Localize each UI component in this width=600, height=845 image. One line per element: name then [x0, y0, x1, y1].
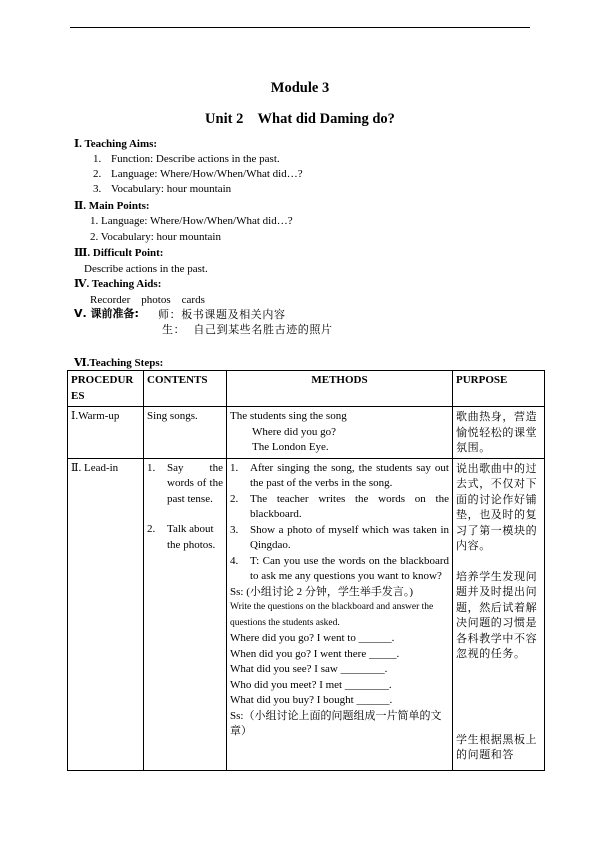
warmup-purpose: 歌曲热身，营造愉悦轻松的课堂氛围。 [453, 407, 545, 459]
difficult-point-heading: Ⅲ. Difficult Point: [74, 247, 164, 259]
table-header-row [68, 371, 545, 407]
header-purpose: PURPOSE [453, 371, 545, 407]
leadin-procedure: Ⅱ. Lead-in [68, 458, 144, 770]
aims-heading: Ⅰ. Teaching Aims: [74, 138, 158, 150]
leadin-method-text: Show a photo of myself which was taken in Qingdao. [250, 523, 449, 551]
leadin-content-num: 1. [147, 461, 156, 474]
warmup-method-line: Where did you go? [252, 425, 336, 438]
difficult-point-text: Describe actions in the past. [84, 263, 208, 275]
leadin-ss-note: Ss: (小组讨论 2 分钟，学生举手发言。) [230, 585, 414, 598]
leadin-content-item [147, 461, 223, 508]
main-point-item: 2. Vocabulary: hour mountain [90, 231, 221, 243]
leadin-method-num: 4. [230, 554, 239, 567]
aims-item-num: 3. [93, 183, 102, 195]
header-contents: CONTENTS [144, 371, 227, 407]
aims-item [93, 182, 231, 196]
aids-text: Recorder photos cards [90, 294, 205, 306]
leadin-method-text: T: Can you use the words on the blackboard to ask me any questions you want to know? [250, 554, 449, 582]
leadin-ss-note2: Ss:（小组讨论上面的问题组成一片简单的文章） [230, 709, 442, 737]
aids-heading: Ⅳ. Teaching Aids: [74, 278, 162, 290]
header-procedures-text: PROCEDURES [71, 374, 134, 402]
header-procedures [68, 371, 144, 407]
leadin-question: When did you go? I went there _____. [230, 647, 400, 660]
warmup-procedure: Ⅰ.Warm-up [68, 407, 144, 459]
aims-item-num: 1. [93, 153, 102, 165]
leadin-question: Who did you meet? I met ________. [230, 678, 392, 691]
leadin-methods [227, 458, 453, 770]
warmup-methods [227, 407, 453, 459]
prep-students: 生： 自己到某些名胜古迹的照片 [162, 323, 333, 336]
aims-item [93, 152, 280, 166]
spacer [456, 554, 541, 569]
header-methods: METHODS [227, 371, 453, 407]
warmup-content: Sing songs. [144, 407, 227, 459]
leadin-content-num: 2. [147, 523, 156, 535]
aims-item-num: 2. [93, 168, 102, 180]
leadin-question: Where did you go? I went to ______. [230, 632, 395, 644]
prep-teacher: 师：板书课题及相关内容 [158, 308, 286, 321]
warmup-method-line: The London Eye. [252, 441, 329, 453]
table-row [68, 458, 545, 770]
leadin-method-item [230, 554, 449, 585]
leadin-method-item [230, 492, 449, 523]
leadin-method-text: The teacher writes the words on the blackboard. [250, 492, 449, 520]
leadin-purpose-3: 学生根据黑板上的问题和答 [456, 732, 538, 761]
main-points-heading: Ⅱ. Main Points: [74, 200, 150, 212]
unit-title [0, 111, 600, 128]
main-point-item: 1. Language: Where/How/When/What did…? [90, 215, 293, 227]
spacer [147, 507, 223, 522]
leadin-content-item [147, 522, 223, 553]
aims-item [93, 167, 303, 181]
leadin-question: What did you see? I saw ________. [230, 663, 388, 675]
teaching-steps-table [67, 370, 545, 771]
leadin-content-text: Say the words of the past tense. [167, 461, 223, 505]
aims-item-text: Language: Where/How/When/What did…? [111, 168, 303, 180]
leadin-purpose [453, 458, 545, 770]
leadin-contents [144, 458, 227, 770]
leadin-write-note: Write the questions on the blackboard and answer the questions the students asked. [230, 602, 434, 628]
leadin-content-text: Talk about the photos. [167, 523, 216, 551]
steps-heading: Ⅵ.Teaching Steps: [74, 357, 164, 369]
leadin-method-text: After singing the song, the students say out the past of the verbs in the song. [250, 461, 449, 489]
leadin-purpose-2: 培养学生发现问题并及时提出问题，然后试着解决问题的习惯是各科教学中不容忽视的任务。 [456, 569, 538, 660]
leadin-purpose-1: 说出歌曲中的过去式，不仅对下面的讨论作好铺垫，也及时的复习了第一模块的内容。 [456, 461, 538, 552]
leadin-method-item [230, 461, 449, 492]
aims-item-text: Vocabulary: hour mountain [111, 183, 232, 195]
unit-title-text: Unit 2 What did Daming do? [205, 111, 395, 127]
prep-heading: Ⅴ. 课前准备: [74, 307, 139, 320]
module-title: Module 3 [270, 80, 330, 96]
warmup-method-line: The students sing the song [230, 410, 347, 422]
top-rule [70, 27, 530, 28]
leadin-method-num: 3. [230, 523, 239, 536]
table-row [68, 407, 545, 459]
aims-item-text: Function: Describe actions in the past. [111, 153, 280, 165]
leadin-question: What did you buy? I bought ______. [230, 694, 393, 706]
leadin-method-num: 2. [230, 492, 239, 505]
spacer [456, 662, 541, 732]
leadin-method-num: 1. [230, 461, 239, 474]
leadin-method-item [230, 523, 449, 554]
